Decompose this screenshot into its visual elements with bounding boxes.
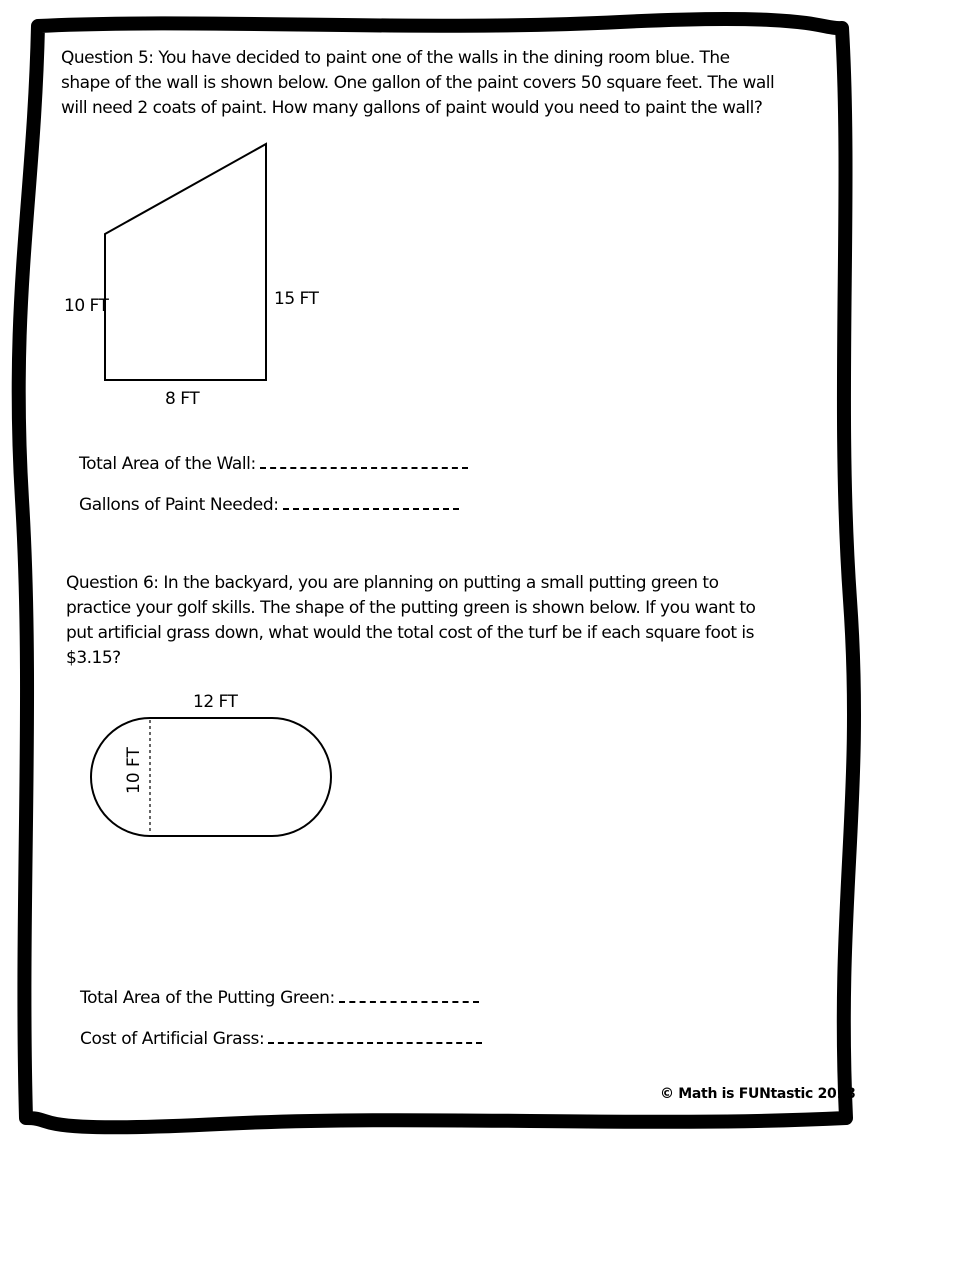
wall-area-label: Total Area of the Wall: — [79, 454, 256, 474]
wall-bottom-dimension: 8 FT — [165, 389, 200, 409]
green-area-blank[interactable] — [339, 999, 479, 1003]
grass-cost-label: Cost of Artificial Grass: — [80, 1029, 265, 1049]
wall-right-dimension: 15 FT — [274, 289, 319, 309]
question-6-text: Question 6: In the backyard, you are planning on putting a small putting green to practice your golf skills. The shape of the putting green is shown below. If you want to put artificial grass down, what would the total cost of the turf be if each square foot is $3.15? — [66, 573, 756, 668]
question-5-text: Question 5: You have decided to paint one of the walls in the dining room blue. The shape of the wall is shown below. One gallon of the paint covers 50 square feet. The wall will need 2 coats of paint. How many gallons of paint would you need to paint the wall? — [61, 48, 775, 118]
gallons-label: Gallons of Paint Needed: — [79, 495, 279, 515]
wall-left-dimension: 10 FT — [64, 296, 109, 316]
green-side-dimension: 10 FT — [124, 747, 144, 794]
copyright-notice: © Math is FUNtastic 2018 — [660, 1086, 856, 1102]
answer-row-green-area — [80, 988, 479, 1008]
green-area-label: Total Area of the Putting Green: — [80, 988, 335, 1008]
answer-row-grass-cost — [80, 1029, 482, 1049]
green-top-dimension: 12 FT — [193, 692, 238, 712]
grass-cost-blank[interactable] — [268, 1040, 482, 1044]
